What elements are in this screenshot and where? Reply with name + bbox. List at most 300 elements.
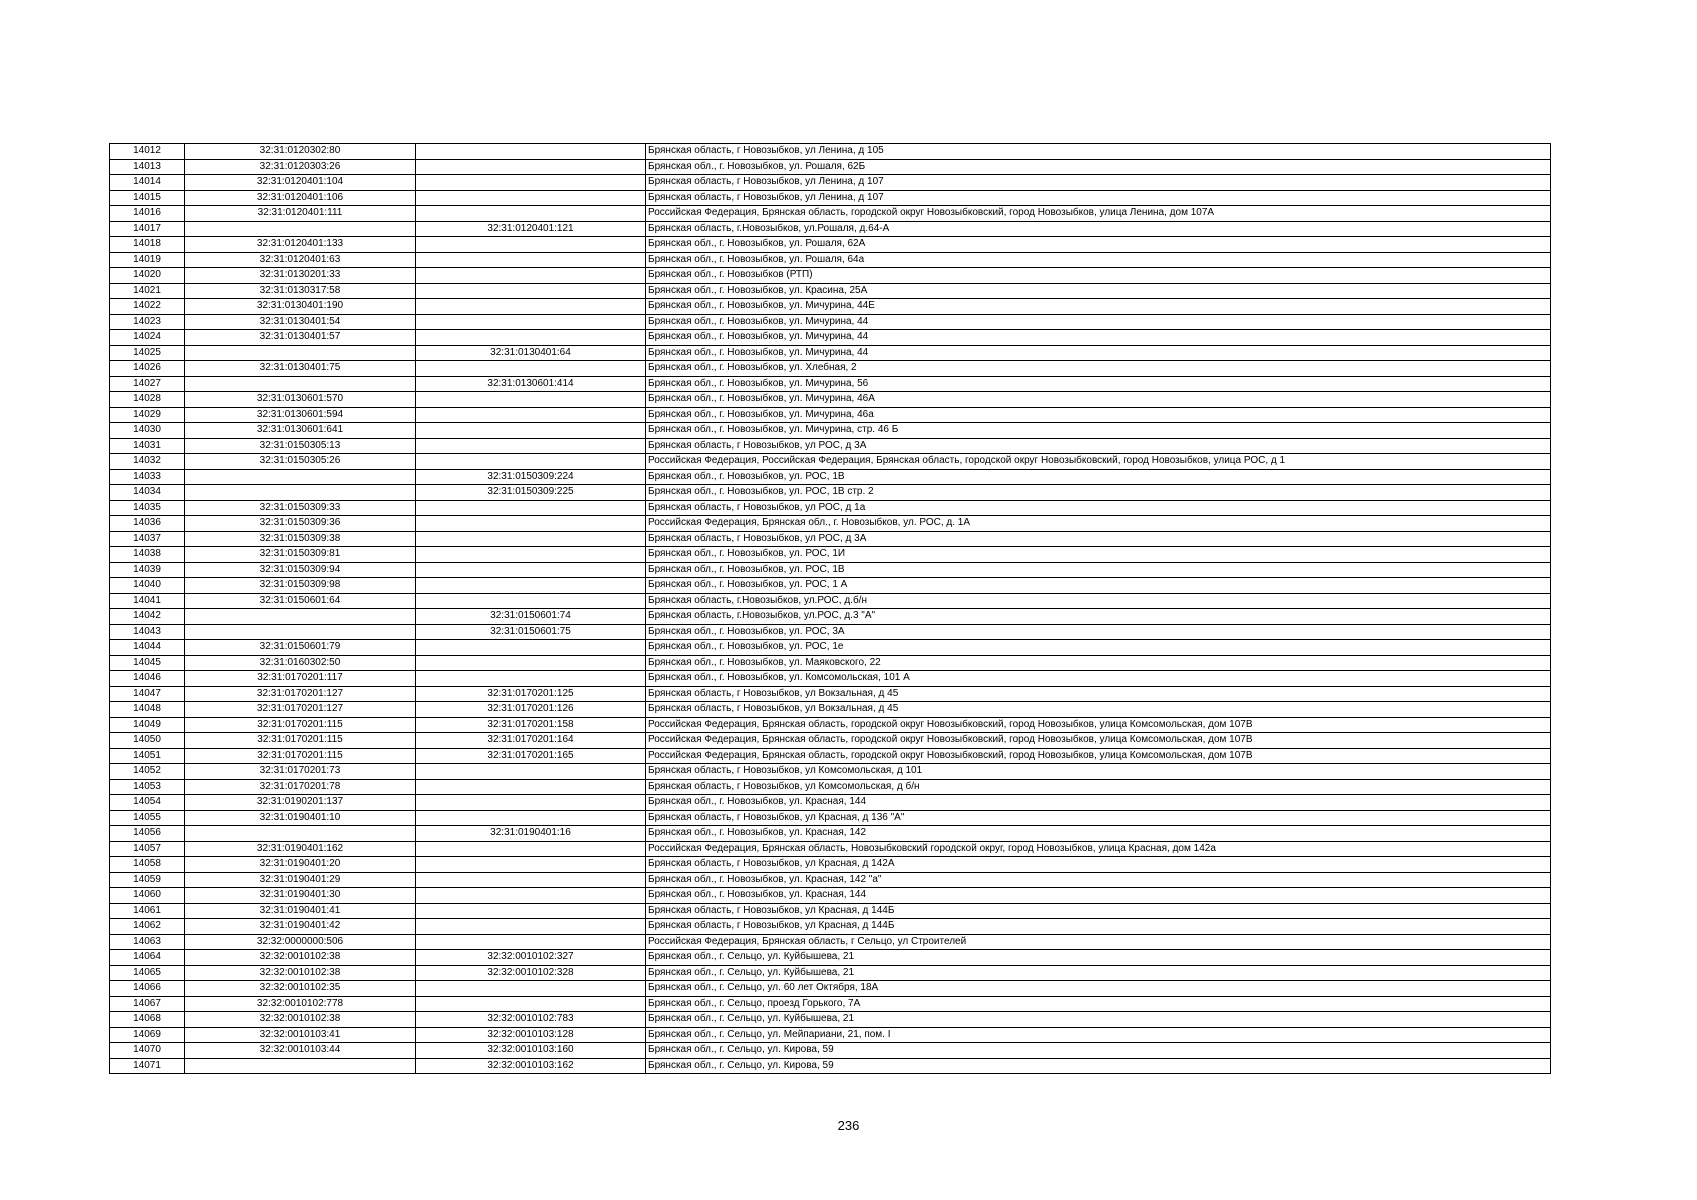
row-number-cell: 14019 bbox=[110, 252, 185, 268]
address-cell: Российская Федерация, Брянская область, городской округ Новозыбковский, город Новозыбков, улица Комсомольская, дом 107В bbox=[646, 748, 1551, 764]
cadastral-number-cell bbox=[185, 485, 416, 501]
building-cadastral-number-cell: 32:32:0010102:327 bbox=[416, 950, 646, 966]
address-cell: Брянская область, г Новозыбков, ул Вокзальная, д 45 bbox=[646, 702, 1551, 718]
table-row bbox=[110, 531, 1551, 547]
building-cadastral-number-cell bbox=[416, 888, 646, 904]
building-cadastral-number-cell bbox=[416, 640, 646, 656]
table-row bbox=[110, 330, 1551, 346]
address-cell: Брянская обл., г. Новозыбков, ул. РОС, 1В стр. 2 bbox=[646, 485, 1551, 501]
table-row bbox=[110, 1027, 1551, 1043]
building-cadastral-number-cell: 32:31:0150601:75 bbox=[416, 624, 646, 640]
row-number-cell: 14038 bbox=[110, 547, 185, 563]
cadastral-number-cell: 32:31:0170201:73 bbox=[185, 764, 416, 780]
address-cell: Брянская обл., г. Новозыбков, ул. Мичурина, 44 bbox=[646, 345, 1551, 361]
address-cell: Брянская обл., г. Новозыбков, ул. Мичурина, 44 bbox=[646, 330, 1551, 346]
cadastral-number-cell: 32:31:0120303:26 bbox=[185, 159, 416, 175]
table-row bbox=[110, 423, 1551, 439]
row-number-cell: 14054 bbox=[110, 795, 185, 811]
address-cell: Брянская область, г.Новозыбков, ул.Рошаля, д.64-А bbox=[646, 221, 1551, 237]
row-number-cell: 14069 bbox=[110, 1027, 185, 1043]
cadastral-number-cell: 32:32:0010103:41 bbox=[185, 1027, 416, 1043]
cadastral-number-cell: 32:31:0160302:50 bbox=[185, 655, 416, 671]
building-cadastral-number-cell bbox=[416, 655, 646, 671]
row-number-cell: 14043 bbox=[110, 624, 185, 640]
address-cell: Брянская область, г Новозыбков, ул РОС, д 3А bbox=[646, 531, 1551, 547]
cadastral-number-cell: 32:31:0150309:36 bbox=[185, 516, 416, 532]
cadastral-number-cell: 32:31:0120401:63 bbox=[185, 252, 416, 268]
cadastral-number-cell: 32:31:0190401:29 bbox=[185, 872, 416, 888]
address-cell: Брянская область, г Новозыбков, ул Ленина, д 107 bbox=[646, 175, 1551, 191]
address-cell: Российская Федерация, Брянская область, г Сельцо, ул Строителей bbox=[646, 934, 1551, 950]
building-cadastral-number-cell: 32:31:0170201:125 bbox=[416, 686, 646, 702]
building-cadastral-number-cell bbox=[416, 795, 646, 811]
row-number-cell: 14060 bbox=[110, 888, 185, 904]
address-cell: Брянская обл., г. Новозыбков, ул. РОС, 3А bbox=[646, 624, 1551, 640]
cadastral-number-cell: 32:32:0010102:38 bbox=[185, 950, 416, 966]
cadastral-number-cell: 32:31:0190401:20 bbox=[185, 857, 416, 873]
building-cadastral-number-cell bbox=[416, 283, 646, 299]
cadastral-number-cell: 32:31:0130201:33 bbox=[185, 268, 416, 284]
row-number-cell: 14071 bbox=[110, 1058, 185, 1074]
building-cadastral-number-cell bbox=[416, 516, 646, 532]
cadastral-number-cell: 32:31:0170201:127 bbox=[185, 702, 416, 718]
building-cadastral-number-cell bbox=[416, 423, 646, 439]
cadastral-number-cell: 32:31:0190401:162 bbox=[185, 841, 416, 857]
cadastral-number-cell: 32:31:0130317:58 bbox=[185, 283, 416, 299]
cadastral-number-cell: 32:31:0190201:137 bbox=[185, 795, 416, 811]
row-number-cell: 14044 bbox=[110, 640, 185, 656]
building-cadastral-number-cell bbox=[416, 392, 646, 408]
cadastral-number-cell bbox=[185, 826, 416, 842]
row-number-cell: 14021 bbox=[110, 283, 185, 299]
cadastral-number-cell bbox=[185, 1058, 416, 1074]
table-row bbox=[110, 702, 1551, 718]
row-number-cell: 14055 bbox=[110, 810, 185, 826]
address-cell: Брянская обл., г. Сельцо, ул. Кирова, 59 bbox=[646, 1043, 1551, 1059]
row-number-cell: 14068 bbox=[110, 1012, 185, 1028]
address-cell: Брянская область, г Новозыбков, ул Красная, д 144Б bbox=[646, 903, 1551, 919]
row-number-cell: 14030 bbox=[110, 423, 185, 439]
row-number-cell: 14050 bbox=[110, 733, 185, 749]
cadastral-number-cell: 32:31:0130401:190 bbox=[185, 299, 416, 315]
address-cell: Брянская обл., г. Сельцо, ул. Куйбышева, 21 bbox=[646, 1012, 1551, 1028]
address-cell: Брянская область, г Новозыбков, ул Комсомольская, д б/н bbox=[646, 779, 1551, 795]
building-cadastral-number-cell: 32:31:0150601:74 bbox=[416, 609, 646, 625]
row-number-cell: 14041 bbox=[110, 593, 185, 609]
cadastral-number-cell: 32:31:0170201:115 bbox=[185, 733, 416, 749]
registry-table bbox=[109, 143, 1551, 1074]
address-cell: Брянская обл., г. Сельцо, ул. Мейпариани, 21, пом. I bbox=[646, 1027, 1551, 1043]
cadastral-number-cell: 32:31:0150309:81 bbox=[185, 547, 416, 563]
cadastral-number-cell: 32:31:0130401:54 bbox=[185, 314, 416, 330]
building-cadastral-number-cell bbox=[416, 671, 646, 687]
row-number-cell: 14018 bbox=[110, 237, 185, 253]
cadastral-number-cell bbox=[185, 345, 416, 361]
address-cell: Брянская обл., г. Новозыбков, ул. Мичурина, 56 bbox=[646, 376, 1551, 392]
address-cell: Брянская обл., г. Новозыбков, ул. Хлебная, 2 bbox=[646, 361, 1551, 377]
cadastral-number-cell bbox=[185, 376, 416, 392]
cadastral-number-cell: 32:31:0130601:570 bbox=[185, 392, 416, 408]
building-cadastral-number-cell bbox=[416, 810, 646, 826]
building-cadastral-number-cell bbox=[416, 903, 646, 919]
building-cadastral-number-cell bbox=[416, 779, 646, 795]
building-cadastral-number-cell bbox=[416, 996, 646, 1012]
cadastral-number-cell bbox=[185, 609, 416, 625]
table-row bbox=[110, 268, 1551, 284]
table-row bbox=[110, 485, 1551, 501]
building-cadastral-number-cell bbox=[416, 190, 646, 206]
row-number-cell: 14062 bbox=[110, 919, 185, 935]
building-cadastral-number-cell bbox=[416, 438, 646, 454]
building-cadastral-number-cell: 32:32:0010102:783 bbox=[416, 1012, 646, 1028]
row-number-cell: 14023 bbox=[110, 314, 185, 330]
table-row bbox=[110, 593, 1551, 609]
row-number-cell: 14070 bbox=[110, 1043, 185, 1059]
table-row bbox=[110, 934, 1551, 950]
table-row bbox=[110, 252, 1551, 268]
row-number-cell: 14051 bbox=[110, 748, 185, 764]
building-cadastral-number-cell bbox=[416, 314, 646, 330]
cadastral-number-cell: 32:31:0150305:13 bbox=[185, 438, 416, 454]
table-row bbox=[110, 1043, 1551, 1059]
address-cell: Брянская обл., г. Новозыбков, ул. Красная, 144 bbox=[646, 795, 1551, 811]
table-row bbox=[110, 1058, 1551, 1074]
cadastral-number-cell: 32:31:0120401:106 bbox=[185, 190, 416, 206]
cadastral-number-cell: 32:31:0190401:10 bbox=[185, 810, 416, 826]
table-row bbox=[110, 826, 1551, 842]
cadastral-number-cell: 32:31:0150309:98 bbox=[185, 578, 416, 594]
cadastral-number-cell: 32:31:0150305:26 bbox=[185, 454, 416, 470]
row-number-cell: 14022 bbox=[110, 299, 185, 315]
table-row bbox=[110, 469, 1551, 485]
building-cadastral-number-cell bbox=[416, 268, 646, 284]
building-cadastral-number-cell bbox=[416, 919, 646, 935]
address-cell: Российская Федерация, Брянская обл., г. Новозыбков, ул. РОС, д. 1А bbox=[646, 516, 1551, 532]
table-row bbox=[110, 392, 1551, 408]
cadastral-number-cell: 32:31:0120401:111 bbox=[185, 206, 416, 222]
building-cadastral-number-cell bbox=[416, 547, 646, 563]
table-row bbox=[110, 733, 1551, 749]
row-number-cell: 14059 bbox=[110, 872, 185, 888]
building-cadastral-number-cell bbox=[416, 531, 646, 547]
building-cadastral-number-cell bbox=[416, 175, 646, 191]
table-row bbox=[110, 810, 1551, 826]
address-cell: Брянская обл., г. Сельцо, ул. 60 лет Октября, 18А bbox=[646, 981, 1551, 997]
table-row bbox=[110, 748, 1551, 764]
table-row bbox=[110, 779, 1551, 795]
cadastral-number-cell: 32:31:0190401:41 bbox=[185, 903, 416, 919]
building-cadastral-number-cell bbox=[416, 299, 646, 315]
address-cell: Российская Федерация, Российская Федерация, Брянская область, городской округ Новозыбковский, город Новозыбков, улица РОС, д 1 bbox=[646, 454, 1551, 470]
table-row bbox=[110, 981, 1551, 997]
cadastral-number-cell: 32:31:0130401:57 bbox=[185, 330, 416, 346]
table-row bbox=[110, 717, 1551, 733]
cadastral-number-cell: 32:31:0150601:64 bbox=[185, 593, 416, 609]
building-cadastral-number-cell: 32:32:0010103:128 bbox=[416, 1027, 646, 1043]
address-cell: Брянская область, г Новозыбков, ул Красная, д 142А bbox=[646, 857, 1551, 873]
table-row bbox=[110, 175, 1551, 191]
address-cell: Брянская область, г Новозыбков, ул РОС, д 1а bbox=[646, 500, 1551, 516]
row-number-cell: 14016 bbox=[110, 206, 185, 222]
table-row bbox=[110, 345, 1551, 361]
table-row bbox=[110, 996, 1551, 1012]
cadastral-number-cell: 32:31:0190401:42 bbox=[185, 919, 416, 935]
building-cadastral-number-cell: 32:31:0170201:164 bbox=[416, 733, 646, 749]
page-number: 236 bbox=[837, 1118, 860, 1133]
address-cell: Брянская область, г Новозыбков, ул Ленина, д 105 bbox=[646, 144, 1551, 160]
cadastral-number-cell: 32:31:0150601:79 bbox=[185, 640, 416, 656]
row-number-cell: 14037 bbox=[110, 531, 185, 547]
building-cadastral-number-cell bbox=[416, 764, 646, 780]
cadastral-number-cell: 32:31:0150309:94 bbox=[185, 562, 416, 578]
row-number-cell: 14061 bbox=[110, 903, 185, 919]
cadastral-number-cell bbox=[185, 624, 416, 640]
table-row bbox=[110, 190, 1551, 206]
table-row bbox=[110, 655, 1551, 671]
row-number-cell: 14014 bbox=[110, 175, 185, 191]
address-cell: Брянская область, г Новозыбков, ул Красная, д 136 "А" bbox=[646, 810, 1551, 826]
row-number-cell: 14049 bbox=[110, 717, 185, 733]
table-row bbox=[110, 562, 1551, 578]
table-row bbox=[110, 314, 1551, 330]
cadastral-number-cell: 32:32:0010102:38 bbox=[185, 1012, 416, 1028]
building-cadastral-number-cell: 32:31:0170201:126 bbox=[416, 702, 646, 718]
building-cadastral-number-cell: 32:32:0010103:160 bbox=[416, 1043, 646, 1059]
row-number-cell: 14067 bbox=[110, 996, 185, 1012]
row-number-cell: 14027 bbox=[110, 376, 185, 392]
address-cell: Брянская обл., г. Новозыбков, ул. Мичурина, 44Е bbox=[646, 299, 1551, 315]
address-cell: Брянская обл., г. Новозыбков, ул. Красная, 142 "а" bbox=[646, 872, 1551, 888]
address-cell: Российская Федерация, Брянская область, Новозыбковский городской округ, город Новозыбков, улица Красная, дом 142а bbox=[646, 841, 1551, 857]
table-row bbox=[110, 376, 1551, 392]
address-cell: Брянская обл., г. Новозыбков, ул. РОС, 1е bbox=[646, 640, 1551, 656]
row-number-cell: 14052 bbox=[110, 764, 185, 780]
row-number-cell: 14031 bbox=[110, 438, 185, 454]
row-number-cell: 14045 bbox=[110, 655, 185, 671]
table-row bbox=[110, 159, 1551, 175]
table-row bbox=[110, 578, 1551, 594]
row-number-cell: 14036 bbox=[110, 516, 185, 532]
building-cadastral-number-cell: 32:31:0120401:121 bbox=[416, 221, 646, 237]
table-row bbox=[110, 283, 1551, 299]
cadastral-number-cell: 32:32:0000000:506 bbox=[185, 934, 416, 950]
row-number-cell: 14034 bbox=[110, 485, 185, 501]
row-number-cell: 14032 bbox=[110, 454, 185, 470]
table-row bbox=[110, 857, 1551, 873]
building-cadastral-number-cell bbox=[416, 562, 646, 578]
address-cell: Российская Федерация, Брянская область, городской округ Новозыбковский, город Новозыбков, улица Ленина, дом 107А bbox=[646, 206, 1551, 222]
table-row bbox=[110, 500, 1551, 516]
building-cadastral-number-cell: 32:31:0150309:225 bbox=[416, 485, 646, 501]
cadastral-number-cell: 32:31:0150309:33 bbox=[185, 500, 416, 516]
row-number-cell: 14028 bbox=[110, 392, 185, 408]
building-cadastral-number-cell bbox=[416, 841, 646, 857]
cadastral-number-cell: 32:31:0120302:80 bbox=[185, 144, 416, 160]
address-cell: Брянская обл., г. Новозыбков, ул. Красина, 25А bbox=[646, 283, 1551, 299]
address-cell: Брянская область, г Новозыбков, ул Комсомольская, д 101 bbox=[646, 764, 1551, 780]
address-cell: Российская Федерация, Брянская область, городской округ Новозыбковский, город Новозыбков, улица Комсомольская, дом 107В bbox=[646, 733, 1551, 749]
table-row bbox=[110, 903, 1551, 919]
cadastral-number-cell: 32:31:0130601:641 bbox=[185, 423, 416, 439]
cadastral-number-cell: 32:32:0010102:778 bbox=[185, 996, 416, 1012]
table-row bbox=[110, 888, 1551, 904]
building-cadastral-number-cell: 32:31:0130401:64 bbox=[416, 345, 646, 361]
table-row bbox=[110, 547, 1551, 563]
table-row bbox=[110, 764, 1551, 780]
cadastral-number-cell: 32:31:0120401:104 bbox=[185, 175, 416, 191]
address-cell: Брянская обл., г. Новозыбков, ул. Маяковского, 22 bbox=[646, 655, 1551, 671]
table-row bbox=[110, 438, 1551, 454]
address-cell: Брянская область, г.Новозыбков, ул.РОС, д.3 "А" bbox=[646, 609, 1551, 625]
table-row bbox=[110, 872, 1551, 888]
table-row bbox=[110, 1012, 1551, 1028]
cadastral-number-cell: 32:31:0170201:117 bbox=[185, 671, 416, 687]
building-cadastral-number-cell: 32:32:0010102:328 bbox=[416, 965, 646, 981]
row-number-cell: 14035 bbox=[110, 500, 185, 516]
building-cadastral-number-cell bbox=[416, 454, 646, 470]
address-cell: Брянская обл., г. Новозыбков, ул. Рошаля, 62А bbox=[646, 237, 1551, 253]
table-row bbox=[110, 206, 1551, 222]
row-number-cell: 14065 bbox=[110, 965, 185, 981]
row-number-cell: 14048 bbox=[110, 702, 185, 718]
address-cell: Брянская обл., г. Новозыбков, ул. Красная, 144 bbox=[646, 888, 1551, 904]
building-cadastral-number-cell bbox=[416, 361, 646, 377]
building-cadastral-number-cell bbox=[416, 206, 646, 222]
address-cell: Брянская обл., г. Новозыбков, ул. РОС, 1В bbox=[646, 562, 1551, 578]
cadastral-number-cell: 32:31:0120401:133 bbox=[185, 237, 416, 253]
building-cadastral-number-cell bbox=[416, 981, 646, 997]
building-cadastral-number-cell: 32:31:0130601:414 bbox=[416, 376, 646, 392]
building-cadastral-number-cell: 32:32:0010103:162 bbox=[416, 1058, 646, 1074]
cadastral-number-cell: 32:31:0130401:75 bbox=[185, 361, 416, 377]
cadastral-number-cell: 32:31:0170201:115 bbox=[185, 717, 416, 733]
address-cell: Брянская обл., г. Новозыбков, ул. РОС, 1В bbox=[646, 469, 1551, 485]
building-cadastral-number-cell: 32:31:0170201:158 bbox=[416, 717, 646, 733]
building-cadastral-number-cell bbox=[416, 578, 646, 594]
cadastral-number-cell: 32:31:0170201:127 bbox=[185, 686, 416, 702]
registry-table-body bbox=[110, 144, 1551, 1074]
cadastral-number-cell: 32:31:0170201:78 bbox=[185, 779, 416, 795]
address-cell: Брянская обл., г. Новозыбков, ул. Мичурина, 44 bbox=[646, 314, 1551, 330]
row-number-cell: 14029 bbox=[110, 407, 185, 423]
address-cell: Российская Федерация, Брянская область, городской округ Новозыбковский, город Новозыбков, улица Комсомольская, дом 107В bbox=[646, 717, 1551, 733]
address-cell: Брянская область, г Новозыбков, ул Вокзальная, д 45 bbox=[646, 686, 1551, 702]
address-cell: Брянская обл., г. Новозыбков, ул. РОС, 1И bbox=[646, 547, 1551, 563]
address-cell: Брянская обл., г. Новозыбков, ул. РОС, 1 А bbox=[646, 578, 1551, 594]
address-cell: Брянская обл., г. Новозыбков, ул. Мичурина, 46а bbox=[646, 407, 1551, 423]
table-row bbox=[110, 237, 1551, 253]
row-number-cell: 14058 bbox=[110, 857, 185, 873]
cadastral-number-cell bbox=[185, 469, 416, 485]
row-number-cell: 14020 bbox=[110, 268, 185, 284]
registry-sheet bbox=[109, 143, 1550, 1074]
row-number-cell: 14040 bbox=[110, 578, 185, 594]
cadastral-number-cell: 32:31:0150309:38 bbox=[185, 531, 416, 547]
row-number-cell: 14046 bbox=[110, 671, 185, 687]
building-cadastral-number-cell bbox=[416, 407, 646, 423]
cadastral-number-cell: 32:31:0130601:594 bbox=[185, 407, 416, 423]
address-cell: Брянская обл., г. Новозыбков, ул. Мичурина, 46А bbox=[646, 392, 1551, 408]
building-cadastral-number-cell: 32:31:0170201:165 bbox=[416, 748, 646, 764]
address-cell: Брянская область, г Новозыбков, ул РОС, д 3А bbox=[646, 438, 1551, 454]
building-cadastral-number-cell bbox=[416, 593, 646, 609]
table-row bbox=[110, 221, 1551, 237]
table-row bbox=[110, 407, 1551, 423]
building-cadastral-number-cell bbox=[416, 857, 646, 873]
table-row bbox=[110, 919, 1551, 935]
row-number-cell: 14033 bbox=[110, 469, 185, 485]
address-cell: Брянская обл., г. Новозыбков, ул. Красная, 142 bbox=[646, 826, 1551, 842]
building-cadastral-number-cell bbox=[416, 237, 646, 253]
row-number-cell: 14039 bbox=[110, 562, 185, 578]
row-number-cell: 14024 bbox=[110, 330, 185, 346]
cadastral-number-cell: 32:31:0170201:115 bbox=[185, 748, 416, 764]
table-row bbox=[110, 144, 1551, 160]
table-row bbox=[110, 609, 1551, 625]
address-cell: Брянская обл., г. Сельцо, ул. Кирова, 59 bbox=[646, 1058, 1551, 1074]
cadastral-number-cell: 32:32:0010102:38 bbox=[185, 965, 416, 981]
address-cell: Брянская обл., г. Сельцо, ул. Куйбышева, 21 bbox=[646, 965, 1551, 981]
building-cadastral-number-cell: 32:31:0150309:224 bbox=[416, 469, 646, 485]
address-cell: Брянская область, г.Новозыбков, ул.РОС, д.б/н bbox=[646, 593, 1551, 609]
table-row bbox=[110, 965, 1551, 981]
address-cell: Брянская обл., г. Новозыбков, ул. Комсомольская, 101 А bbox=[646, 671, 1551, 687]
table-row bbox=[110, 454, 1551, 470]
row-number-cell: 14017 bbox=[110, 221, 185, 237]
cadastral-number-cell bbox=[185, 221, 416, 237]
table-row bbox=[110, 361, 1551, 377]
row-number-cell: 14025 bbox=[110, 345, 185, 361]
building-cadastral-number-cell bbox=[416, 500, 646, 516]
address-cell: Брянская обл., г. Новозыбков, ул. Мичурина, стр. 46 Б bbox=[646, 423, 1551, 439]
row-number-cell: 14047 bbox=[110, 686, 185, 702]
cadastral-number-cell: 32:31:0190401:30 bbox=[185, 888, 416, 904]
row-number-cell: 14026 bbox=[110, 361, 185, 377]
table-row bbox=[110, 841, 1551, 857]
table-row bbox=[110, 640, 1551, 656]
address-cell: Брянская обл., г. Новозыбков, ул. Рошаля, 62Б bbox=[646, 159, 1551, 175]
address-cell: Брянская обл., г. Сельцо, проезд Горького, 7А bbox=[646, 996, 1551, 1012]
address-cell: Брянская обл., г. Новозыбков, ул. Рошаля, 64а bbox=[646, 252, 1551, 268]
cadastral-number-cell: 32:32:0010102:35 bbox=[185, 981, 416, 997]
table-row bbox=[110, 299, 1551, 315]
building-cadastral-number-cell bbox=[416, 252, 646, 268]
address-cell: Брянская область, г Новозыбков, ул Красная, д 144Б bbox=[646, 919, 1551, 935]
row-number-cell: 14013 bbox=[110, 159, 185, 175]
address-cell: Брянская обл., г. Новозыбков (РТП) bbox=[646, 268, 1551, 284]
table-row bbox=[110, 624, 1551, 640]
building-cadastral-number-cell bbox=[416, 872, 646, 888]
building-cadastral-number-cell bbox=[416, 934, 646, 950]
table-row bbox=[110, 950, 1551, 966]
table-row bbox=[110, 795, 1551, 811]
address-cell: Брянская обл., г. Сельцо, ул. Куйбышева, 21 bbox=[646, 950, 1551, 966]
row-number-cell: 14057 bbox=[110, 841, 185, 857]
row-number-cell: 14015 bbox=[110, 190, 185, 206]
building-cadastral-number-cell bbox=[416, 159, 646, 175]
table-row bbox=[110, 671, 1551, 687]
row-number-cell: 14063 bbox=[110, 934, 185, 950]
address-cell: Брянская область, г Новозыбков, ул Ленина, д 107 bbox=[646, 190, 1551, 206]
table-row bbox=[110, 516, 1551, 532]
row-number-cell: 14066 bbox=[110, 981, 185, 997]
row-number-cell: 14012 bbox=[110, 144, 185, 160]
row-number-cell: 14042 bbox=[110, 609, 185, 625]
building-cadastral-number-cell bbox=[416, 144, 646, 160]
row-number-cell: 14056 bbox=[110, 826, 185, 842]
row-number-cell: 14064 bbox=[110, 950, 185, 966]
row-number-cell: 14053 bbox=[110, 779, 185, 795]
